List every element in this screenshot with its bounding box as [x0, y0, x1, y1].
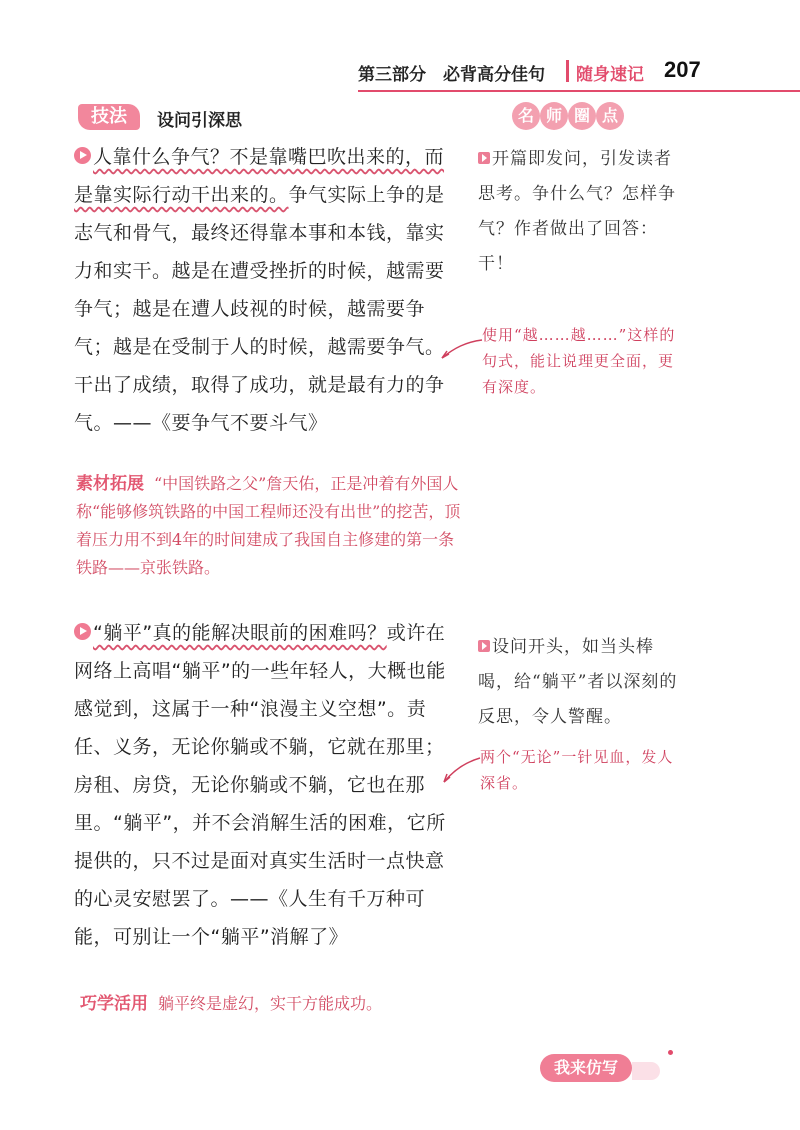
header-brand: 随身速记 — [576, 65, 644, 85]
material-expand-text: “中国铁路之父”詹天佑，正是冲着有外国人称“能够修筑铁路的中国工程师还没有出世”的挖苦，顶着压力用不到4年的时间建成了我国自主修建的第一条铁路——京张铁路。 — [76, 474, 461, 577]
margin-note-2-text: 设问开头，如当头棒喝，给“躺平”者以深刻的反思，令人警醒。 — [478, 637, 678, 727]
page-number: 207 — [664, 57, 701, 82]
apply-section — [80, 990, 480, 1018]
page-header — [358, 58, 718, 90]
decoration-dot — [668, 1050, 673, 1055]
material-expand — [76, 470, 466, 582]
pointer-curve-icon — [438, 752, 484, 792]
sidebar-title-char: 师 — [540, 102, 568, 130]
handwritten-note-2: 两个“无论”一针见血，发人深省。 — [480, 748, 674, 792]
sidebar-title-char: 点 — [596, 102, 624, 130]
passage-2-body: 或许在网络上高唱“躺平”的一些年轻人，大概也能感觉到，这属于一种“浪漫主义空想”。责任、义务，无论你躺或不躺，它就在那里；房租、房贷，无论你躺或不躺，它也在那里。“躺平”，并不会消解生活的困难，它所提供的，只不过是面对真实生活时一点快意的心灵安慰罢了。——《人生有千万种可能，可别让一个“躺平”消解了》 — [74, 622, 446, 948]
apply-label: 巧学活用 — [80, 994, 148, 1014]
sidebar-title — [512, 102, 624, 132]
passage-1-body: 争气实际上争的是志气和骨气，最终还得靠本事和本钱，靠实力和实干。越是在遭受挫折的时候，越需要争气；越是在遭人歧视的时候，越需要争气；越是在受制于人的时候，越需要争气。干出了成绩，取得了成功，就是最有力的争气。——《要争气不要斗气》 — [74, 184, 445, 434]
handwritten-note-1: 使用“越……越……”这样的句式，能让说理更全面，更有深度。 — [482, 326, 676, 396]
play-icon — [74, 623, 91, 640]
arrow-icon — [478, 152, 490, 164]
passage-2-lead: “躺平”真的能解决眼前的困难吗？ — [93, 622, 387, 644]
margin-note-1 — [478, 142, 688, 282]
button-tail — [632, 1062, 660, 1080]
header-rule — [358, 90, 800, 92]
imitate-writing-button[interactable]: 我来仿写 — [540, 1054, 632, 1082]
header-section-title: 第三部分 必背高分佳句 — [358, 65, 545, 85]
margin-note-1-text: 开篇即发问，引发读者思考。争什么气？怎样争气？作者做出了回答：干！ — [478, 149, 676, 274]
passage-1 — [74, 138, 456, 442]
technique-tag: 技法 — [78, 104, 140, 130]
sidebar-title-char: 名 — [512, 102, 540, 130]
play-icon — [74, 147, 91, 164]
pointer-curve-icon — [436, 332, 486, 372]
passage-2 — [74, 614, 456, 956]
sidebar-title-char: 圈 — [568, 102, 596, 130]
margin-note-2 — [478, 630, 688, 735]
material-expand-label: 素材拓展 — [76, 474, 144, 494]
header-divider — [566, 60, 569, 82]
technique-title: 设问引深思 — [157, 111, 242, 131]
arrow-icon — [478, 640, 490, 652]
apply-text: 躺平终是虚幻，实干方能成功。 — [158, 994, 383, 1013]
passage-1-lead: 人靠什么争气？不是靠嘴巴吹出来的，而是靠实际行动干出来的。 — [74, 146, 445, 206]
